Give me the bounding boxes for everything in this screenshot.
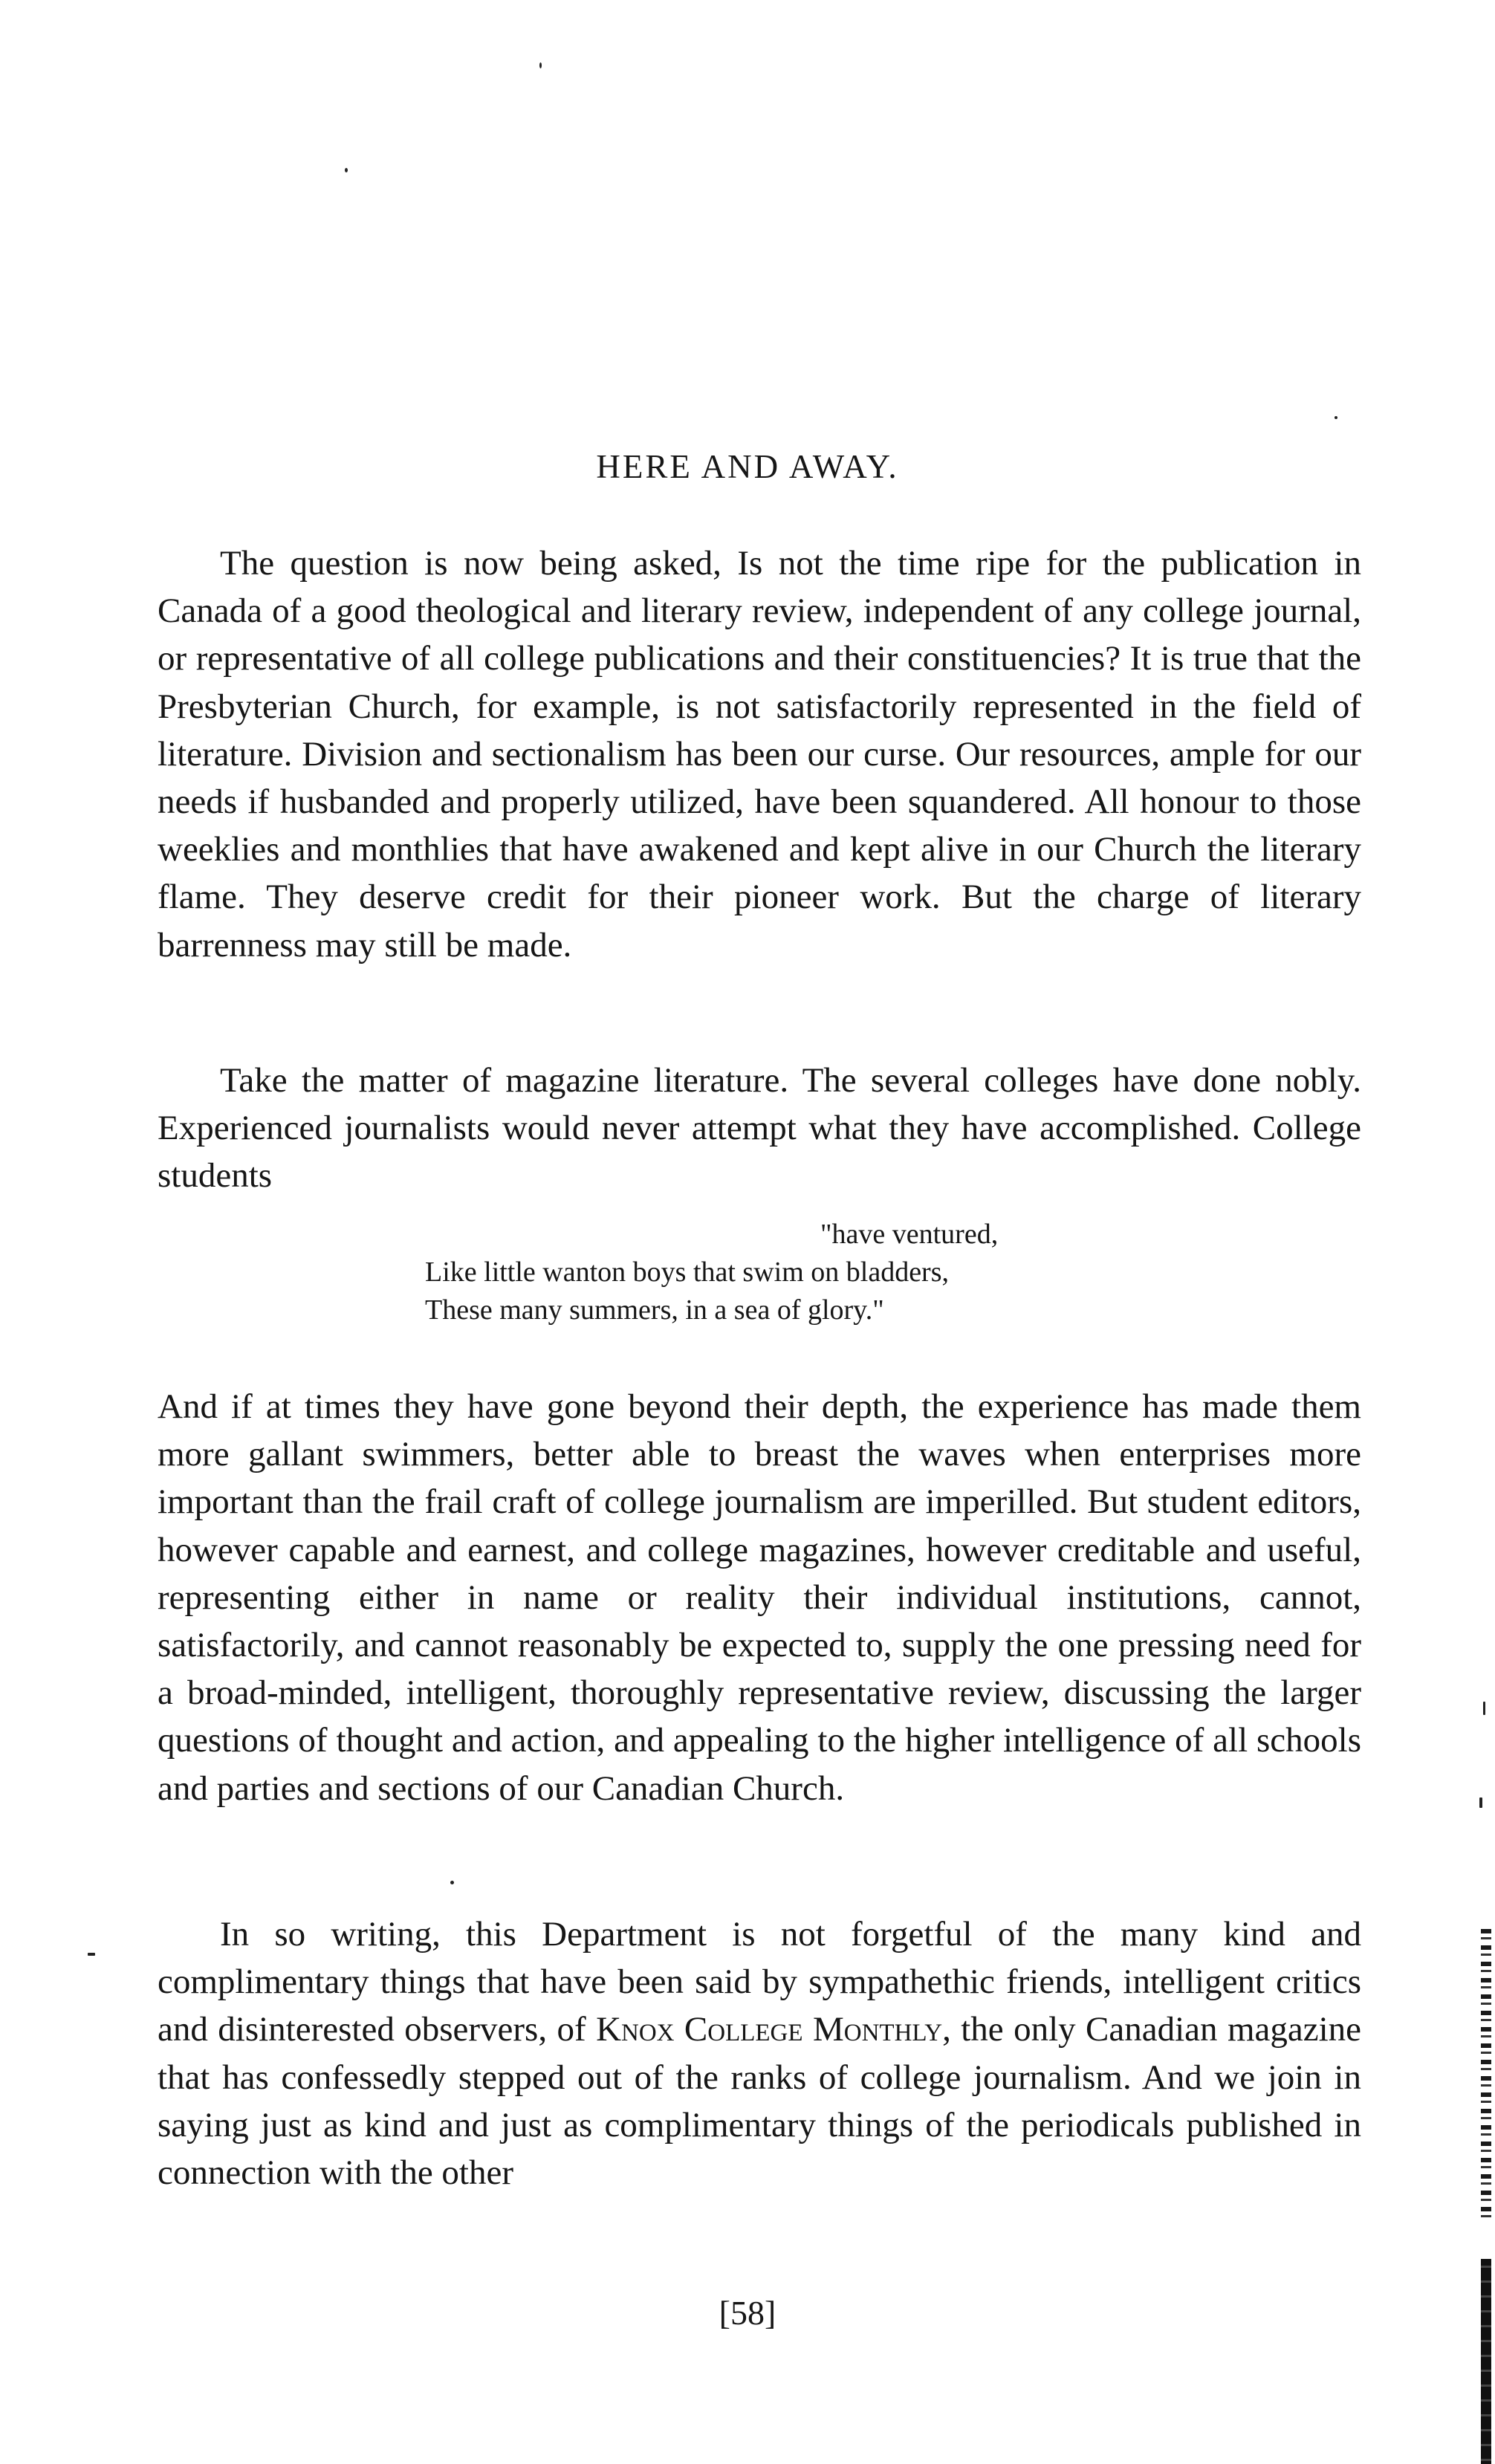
paragraph-1	[158, 539, 1361, 969]
verse-quotation	[425, 1216, 998, 1329]
journal-name: Knox College Monthly	[596, 2010, 943, 2049]
verse-line-1: "have ventured,	[820, 1219, 999, 1250]
paragraph-2	[158, 1057, 1361, 1200]
scan-speck	[1335, 416, 1337, 419]
scan-speck	[88, 1953, 95, 1956]
section-title: HERE AND AWAY.	[596, 448, 899, 485]
scan-speck	[345, 168, 348, 172]
paragraph-1-text: The question is now being asked, Is not the time ripe for the publication in Canada of a good theological and literary review, independent of any college journal, or representative of all college publications and their constituencies? It is true that the Presbyterian Church, for example, is not satisfactorily represented in the field of literature. Division and sectionalism has been our curse. Our resources, ample for our needs if husbanded and properly utilized, have been squandered. All honour to those weeklies and monthlies that have awakened and kept alive in our Church the literary flame. They deserve credit for their pioneer work. But the charge of literary barrenness may still be made.	[158, 544, 1361, 964]
paragraph-2-text: Take the matter of magazine literature. The several colleges have done nobly. Experienced journalists would never attempt what they have accomplished. College students	[158, 1061, 1361, 1196]
paragraph-3-text: And if at times they have gone beyond their depth, the experience has made them more gallant swimmers, better able to breast the waves when enterprises more important than the frail craft of college journalism are imperilled. But student editors, however capable and earnest, and college magazines, however creditable and useful, representing either in name or reality their individual institutions, cannot, satisfactorily, and cannot reasonably be expected to, supply the one pressing need for a broad-minded, intelligent, thoroughly representative review, discussing the larger questions of thought and action, and appealing to the higher intelligence of all schools and parties and sections of our Canadian Church.	[158, 1387, 1361, 1808]
verse-line-3: These many summers, in a sea of glory."	[425, 1294, 884, 1326]
scan-edge-artifact	[1481, 1929, 1491, 2219]
scan-speck	[1483, 1702, 1485, 1715]
paragraph-4-text-start: In so writing, this Department is not forgetful of the many kind and complimentary things that have been said by sympathethic friends, intelligent critics and disinterested observers, of	[158, 1915, 1361, 2049]
paragraph-4-text-end: , the only Canadian magazine that has confessedly stepped out of the ranks of college journalism. And we join in saying just as kind and just as complimentary things of the periodicals published in connection with the other	[158, 2010, 1362, 2193]
verse-line-2: Like little wanton boys that swim on bladders,	[425, 1257, 950, 1288]
scan-edge-artifact	[1481, 2259, 1491, 2464]
scan-speck	[450, 1881, 454, 1884]
scan-speck	[539, 62, 542, 68]
paragraph-4	[158, 1910, 1361, 2196]
paragraph-3	[158, 1383, 1361, 1812]
scan-speck	[1479, 1797, 1482, 1808]
page-number: [58]	[719, 2294, 776, 2332]
